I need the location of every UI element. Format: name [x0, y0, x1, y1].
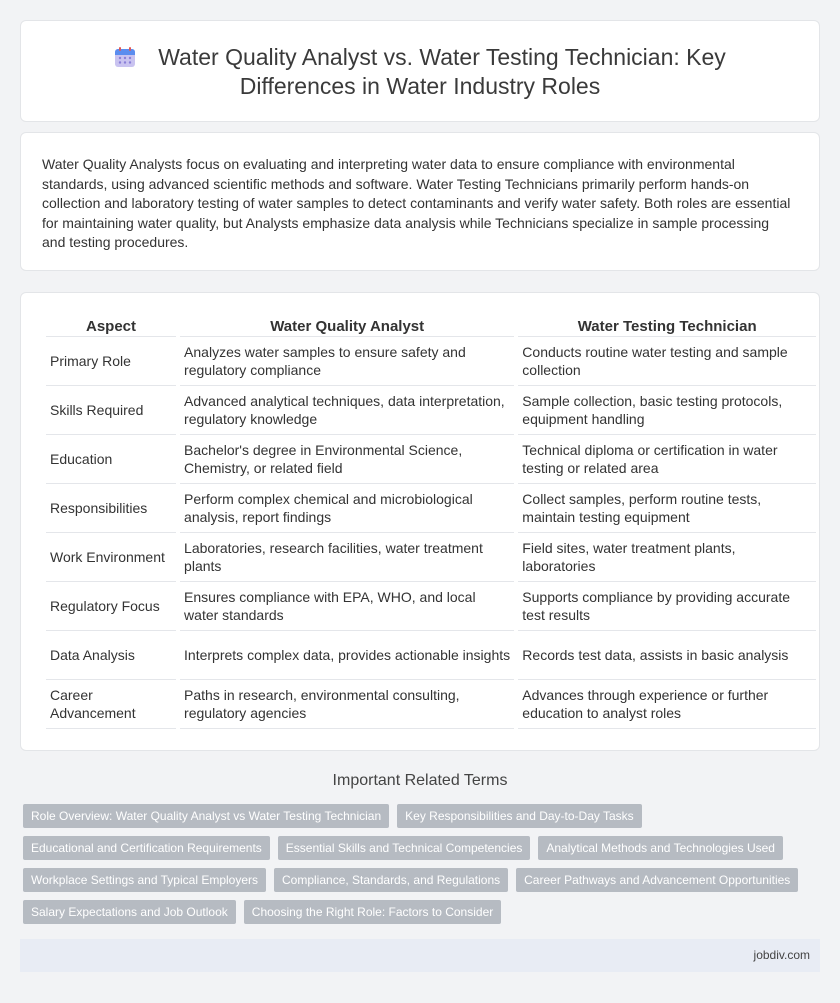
- row-aspect: Primary Role: [46, 337, 176, 386]
- intro-card: [20, 132, 820, 271]
- row-aspect: Career Advancement: [46, 680, 176, 729]
- related-term-tag[interactable]: Educational and Certification Requirements: [23, 836, 270, 860]
- related-term-tag[interactable]: Compliance, Standards, and Regulations: [274, 868, 508, 892]
- row-technician: Field sites, water treatment plants, laboratories: [518, 533, 816, 582]
- related-terms-list: [23, 804, 803, 924]
- row-aspect: Data Analysis: [46, 631, 176, 680]
- title-card: [20, 20, 820, 122]
- intro-paragraph: Water Quality Analysts focus on evaluating and interpreting water data to ensure compliance with environmental standards, using advanced scientific methods and software. Water Testing Technicians primarily perform hands-on collection and laboratory testing of water samples to detect contaminants and verify water safety. Both roles are essential for maintaining water quality, but Analysts emphasize data analysis while Technicians specialize in sample processing and testing procedures.: [42, 156, 791, 250]
- row-technician: Advances through experience or further education to analyst roles: [518, 680, 816, 729]
- row-analyst: Bachelor's degree in Environmental Science, Chemistry, or related field: [180, 435, 514, 484]
- related-term-tag[interactable]: Role Overview: Water Quality Analyst vs Water Testing Technician: [23, 804, 389, 828]
- table-row: [46, 337, 816, 386]
- footer: [20, 939, 820, 972]
- comparison-card: [20, 292, 820, 751]
- row-aspect: Responsibilities: [46, 484, 176, 533]
- table-header-row: [46, 315, 816, 337]
- table-row: [46, 435, 816, 484]
- page-title-wrap: [21, 43, 819, 101]
- row-aspect: Work Environment: [46, 533, 176, 582]
- header-technician: Water Testing Technician: [518, 315, 816, 337]
- row-technician: Records test data, assists in basic analysis: [518, 631, 816, 680]
- related-term-tag[interactable]: Essential Skills and Technical Competencies: [278, 836, 531, 860]
- header-analyst: Water Quality Analyst: [180, 315, 514, 337]
- table-row: [46, 386, 816, 435]
- table-row: [46, 631, 816, 680]
- row-technician: Sample collection, basic testing protocols, equipment handling: [518, 386, 816, 435]
- related-term-tag[interactable]: Analytical Methods and Technologies Used: [538, 836, 783, 860]
- row-analyst: Perform complex chemical and microbiological analysis, report findings: [180, 484, 514, 533]
- page-title: Water Quality Analyst vs. Water Testing Technician: Key Differences in Water Industry Roles: [158, 44, 726, 99]
- table-row: [46, 680, 816, 729]
- table-row: [46, 484, 816, 533]
- row-aspect: Skills Required: [46, 386, 176, 435]
- row-analyst: Analyzes water samples to ensure safety and regulatory compliance: [180, 337, 514, 386]
- row-analyst: Paths in research, environmental consulting, regulatory agencies: [180, 680, 514, 729]
- row-analyst: Laboratories, research facilities, water treatment plants: [180, 533, 514, 582]
- related-term-tag[interactable]: Career Pathways and Advancement Opportunities: [516, 868, 798, 892]
- related-terms-title: Important Related Terms: [332, 772, 508, 789]
- footer-site-link[interactable]: jobdiv.com: [753, 948, 810, 962]
- row-technician: Technical diploma or certification in water testing or related area: [518, 435, 816, 484]
- row-aspect: Regulatory Focus: [46, 582, 176, 631]
- row-technician: Supports compliance by providing accurate test results: [518, 582, 816, 631]
- related-term-tag[interactable]: Salary Expectations and Job Outlook: [23, 900, 236, 924]
- row-analyst: Ensures compliance with EPA, WHO, and local water standards: [180, 582, 514, 631]
- row-aspect: Education: [46, 435, 176, 484]
- related-term-tag[interactable]: Choosing the Right Role: Factors to Consider: [244, 900, 501, 924]
- comparison-table: [42, 315, 820, 729]
- header-aspect: Aspect: [46, 315, 176, 337]
- related-term-tag[interactable]: Key Responsibilities and Day-to-Day Tasks: [397, 804, 642, 828]
- row-analyst: Advanced analytical techniques, data interpretation, regulatory knowledge: [180, 386, 514, 435]
- table-row: [46, 582, 816, 631]
- calendar-icon: [114, 46, 136, 68]
- row-analyst: Interprets complex data, provides actionable insights: [180, 631, 514, 680]
- table-row: [46, 533, 816, 582]
- related-term-tag[interactable]: Workplace Settings and Typical Employers: [23, 868, 266, 892]
- row-technician: Conducts routine water testing and sample collection: [518, 337, 816, 386]
- row-technician: Collect samples, perform routine tests, maintain testing equipment: [518, 484, 816, 533]
